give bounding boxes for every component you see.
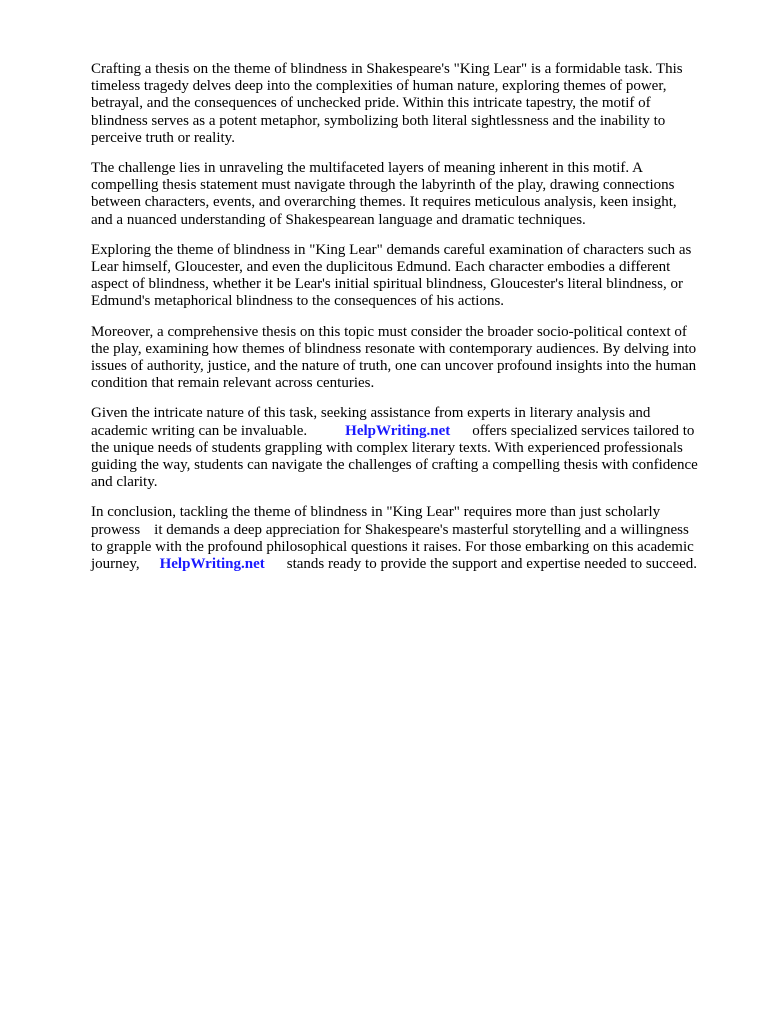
text-fragment: academic writing can be invaluable. [91,422,308,439]
text-line-with-link [91,556,731,573]
text-line: Crafting a thesis on the theme of blindness in Shakespeare's "King Lear" is a formidable task. This [91,61,683,77]
text-fragment: it demands a deep appreciation for Shakespeare's masterful storytelling and a willingness [154,521,689,538]
text-line-with-link [91,423,731,440]
text-line: Exploring the theme of blindness in "King Lear" demands careful examination of characters such as [91,241,692,258]
text-line: timeless tragedy delves deep into the complexities of human nature, exploring themes of power, [91,78,667,95]
text-line: blindness serves as a potent metaphor, symbolizing both literal sightlessness and the inability to [91,112,666,129]
text-fragment: stands ready to provide the support and expertise needed to succeed. [286,556,698,573]
paragraph-4 [91,324,731,393]
text-line: compelling thesis statement must navigate through the labyrinth of the play, drawing connections [91,177,675,194]
text-line: and clarity. [91,474,158,491]
text-line: The challenge lies in unraveling the multifaceted layers of meaning inherent in this motif. A [91,160,643,177]
text-line: between characters, events, and overarching themes. It requires meticulous analysis, keen insight, [91,194,677,211]
paragraph-1 [91,61,731,147]
text-fragment: offers specialized services tailored to [472,422,695,439]
text-line: perceive truth or reality. [91,129,235,146]
helpwriting-link[interactable]: HelpWriting.net [345,422,451,439]
text-line: aspect of blindness, whether it be Lear's initial spiritual blindness, Gloucester's literal blindness, or [91,276,683,293]
text-fragment: prowess [91,521,141,538]
text-line: Given the intricate nature of this task, seeking assistance from experts in literary analysis and [91,405,651,422]
text-line: condition that remain relevant across centuries. [91,375,375,392]
helpwriting-link[interactable]: HelpWriting.net [159,556,265,573]
text-line: Moreover, a comprehensive thesis on this topic must consider the broader socio-political context of [91,323,687,340]
paragraph-5 [91,405,731,491]
text-line [91,522,731,539]
text-line: issues of authority, justice, and the nature of truth, one can uncover profound insights into the human [91,358,697,375]
paragraph-2 [91,160,731,229]
text-line: and a nuanced understanding of Shakespearean language and dramatic techniques. [91,211,586,228]
text-line: guiding the way, students can navigate the challenges of crafting a compelling thesis with confidence [91,457,698,474]
text-line: the unique needs of students grappling with complex literary texts. With experienced professionals [91,439,683,456]
document-page [91,61,731,586]
text-fragment: journey, [91,556,140,573]
text-line: Lear himself, Gloucester, and even the duplicitous Edmund. Each character embodies a different [91,259,671,276]
text-line: to grapple with the profound philosophical questions it raises. For those embarking on this academic [91,538,694,555]
paragraph-6 [91,504,731,573]
text-line: betrayal, and the consequences of unchecked pride. Within this intricate tapestry, the motif of [91,95,651,112]
paragraph-3 [91,242,731,311]
text-line: In conclusion, tackling the theme of blindness in "King Lear" requires more than just scholarly [91,504,661,521]
text-line: the play, examining how themes of blindness resonate with contemporary audiences. By delving into [91,340,697,357]
text-line: Edmund's metaphorical blindness to the consequences of his actions. [91,293,505,310]
